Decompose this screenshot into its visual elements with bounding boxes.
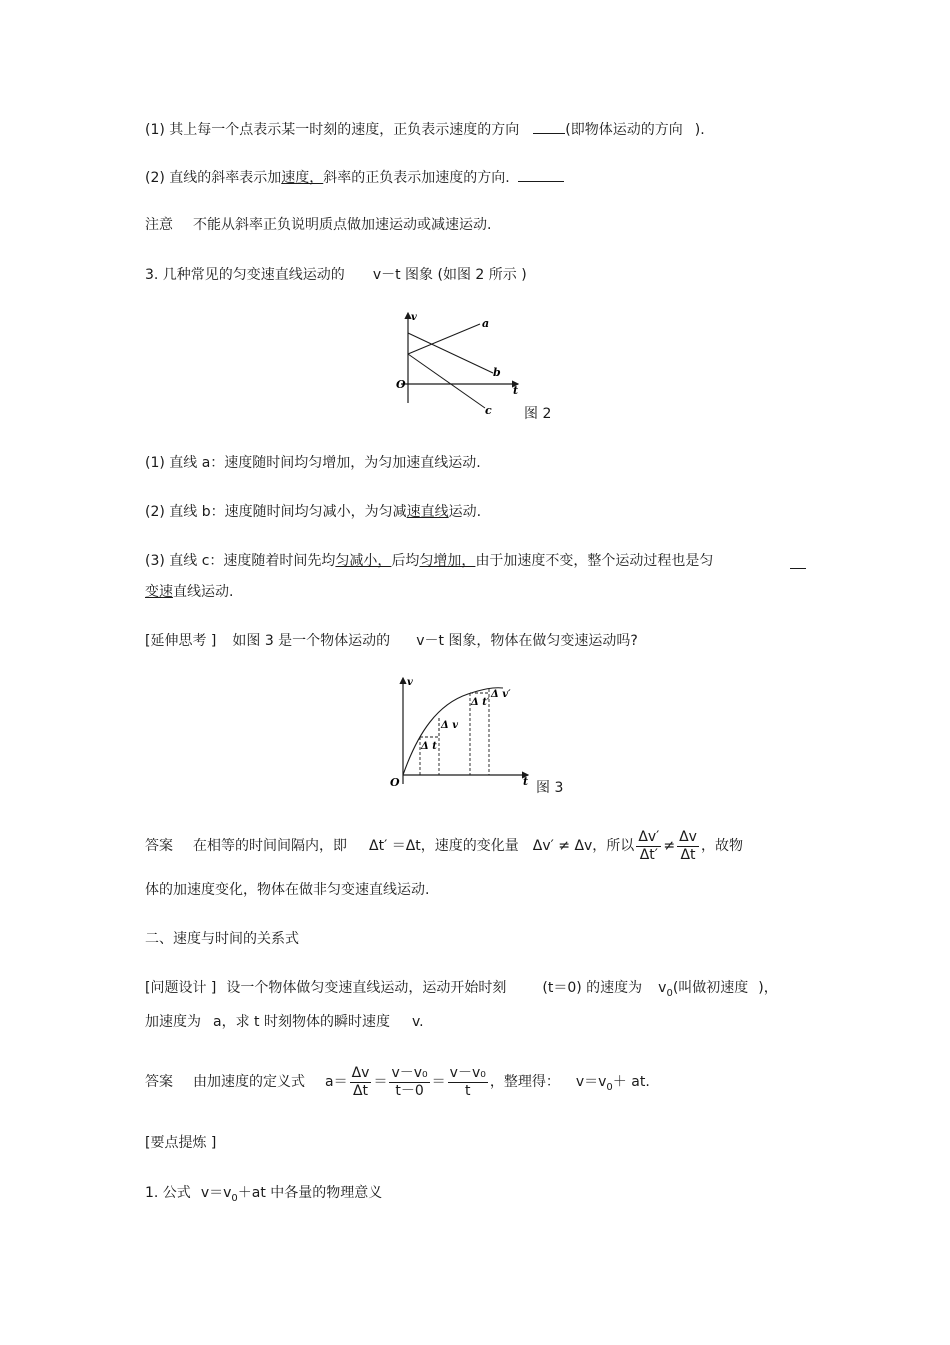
line-c [408, 354, 485, 408]
figure-3-caption: 图 3 [536, 780, 564, 796]
delta-v-prime-label: Δ v′ [491, 689, 511, 700]
v-label: v [411, 312, 417, 323]
figure-2 [393, 308, 533, 418]
line-a-desc: (1) 直线 a：速度随时间均匀增加，为匀加速直线运动. [145, 455, 481, 471]
fraction-dv-prime-dt-prime: $\frac{\Delta v'}{\Delta t'}$ [638, 828, 660, 863]
v-label: v [407, 677, 413, 688]
key-points-heading: [要点提炼 ] [145, 1135, 217, 1151]
problem-design: [问题设计 ] 设一个物体做匀变速直线运动，运动开始时刻 (t＝0) 的速度为 $v_0$(叫做初速度 )， [145, 980, 778, 999]
origin-label: O [390, 776, 400, 789]
label-c: c [485, 404, 492, 417]
t-label: t [523, 775, 529, 788]
section-3-heading: 3. 几种常见的匀变速直线运动的 v－t 图象 (如图 2 所示 ) [145, 267, 527, 283]
t-label: t [513, 384, 519, 397]
note: 注意 不能从斜率正负说明质点做加速运动或减速运动. [145, 217, 492, 233]
label-a: a [482, 317, 490, 330]
extended-thinking: [延伸思考 ] 如图 3 是一个物体运动的 v－t 图象，物体在做匀变速运动吗? [145, 633, 638, 649]
para-2: (2) 直线的斜率表示加速度，斜率的正负表示加速度的方向. [145, 169, 564, 187]
blank-2 [518, 169, 564, 182]
delta-t-prime-label: Δ t′ [471, 697, 490, 708]
fraction-v-v0-t-0: $\frac{\text{v－v₀}}{t-0}$ [391, 1064, 428, 1099]
section-2-heading: 二、速度与时间的关系式 [145, 931, 299, 947]
fraction-dv-dt: $\frac{\Delta v}{\Delta t}$ [351, 1064, 370, 1099]
figure-2-caption: 图 2 [524, 406, 552, 422]
problem-design-cont: 加速度为 a，求 t 时刻物体的瞬时速度 v. [145, 1014, 424, 1030]
answer-2: 答案 由加速度的定义式 a＝ $\frac{\Delta v}{\Delta t}$ ＝ $\frac{\text{v－v₀}}{t-0}$ ＝ $\frac{\text{v－v₀}}{t}$ ，整理得： $v=v_0+$ at. [145, 1064, 650, 1099]
formula-heading: 1. 公式 $v=v_0+at$ 中各量的物理意义 [145, 1185, 383, 1204]
line-c-desc-cont: 变速直线运动. [145, 584, 234, 600]
label-b: b [493, 366, 501, 379]
fraction-dv-dt: $\frac{\Delta v}{\Delta t}$ [679, 828, 697, 863]
delta-v-label: Δ v [441, 720, 459, 731]
line-b [408, 333, 493, 373]
para-1: (1) 其上每一个点表示某一时刻的速度，正负表示速度的方向 (即物体运动的方向 ). [145, 122, 705, 138]
answer-1: 答案 在相等的时间间隔内，即 Δt′ ＝Δt，速度的变化量 Δv′ ≠ Δv，所以 $\frac{\Delta v'}{\Delta t'}$ ≠ $\frac{\Delta v}{\Delta t}$ ，故物 [145, 828, 743, 863]
blank-1 [533, 121, 565, 134]
figure-3 [388, 672, 538, 792]
blank-3 [790, 556, 806, 569]
fraction-v-v0-t: $\frac{\text{v－v₀}}{t}$ [449, 1064, 486, 1099]
delta-t-label: Δ t [421, 741, 437, 752]
origin-label: O [396, 378, 406, 391]
line-b-desc: (2) 直线 b：速度随时间均匀减小，为匀减速直线运动. [145, 504, 482, 520]
line-c-desc: (3) 直线 c：速度随着时间先均匀减小，后均匀增加，由于加速度不变，整个运动过程也是匀 [145, 553, 714, 569]
answer-1-cont: 体的加速度变化，物体在做非匀变速直线运动. [145, 882, 430, 898]
